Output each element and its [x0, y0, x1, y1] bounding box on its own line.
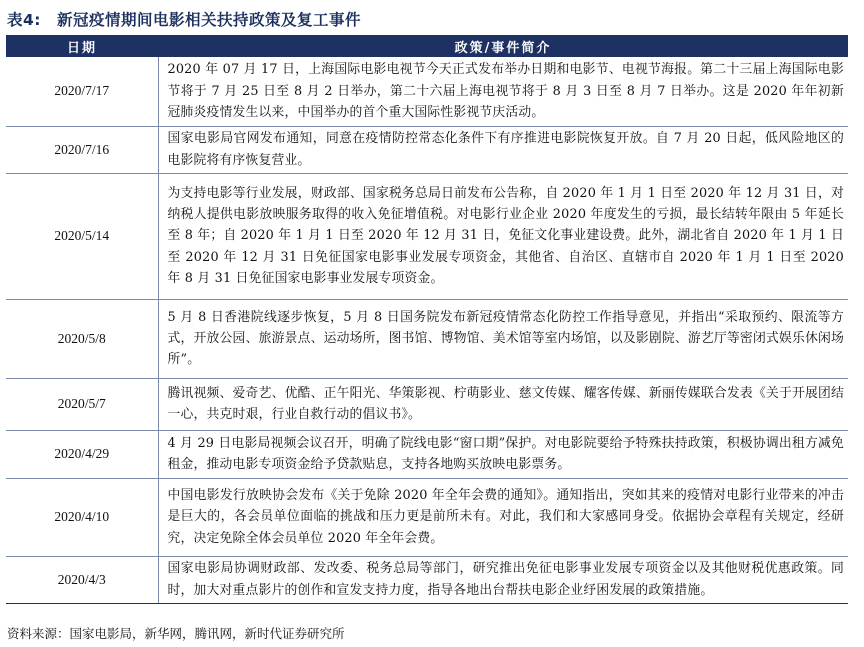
header-description: 政策/事件简介: [158, 35, 848, 57]
table-row: [6, 430, 848, 478]
source-note: 资料来源：国家电影局，新华网，腾讯网，新时代证券研究所: [7, 626, 345, 641]
row-description: 腾讯视频、爱奇艺、优酷、正午阳光、华策影视、柠萌影业、慈文传媒、耀客传媒、新丽传媒联合发表《关于开展团结一心，共克时艰，行业自救行动的倡议书》。: [158, 378, 848, 430]
table-row: [6, 126, 848, 173]
table-row: [6, 478, 848, 556]
table-title-text: 新冠疫情期间电影相关扶持政策及复工事件: [57, 11, 362, 29]
row-date: 2020/4/10: [6, 478, 158, 556]
table-row: [6, 378, 848, 430]
row-description: 为支持电影等行业发展，财政部、国家税务总局日前发布公告称，自 2020 年 1 月 1 日至 2020 年 12 月 31 日，对纳税人提供电影放映服务取得的收入免征增值税。对电影行业企业 2020 年度发生的亏损，最长结转年限由 5 年延长至 8 年；自 2020 年 1 月 1 日至 2020 年 12 月 31 日，免征文化事业建设费。此外，湖北省自 2020 年 1 月 1 日至 2020 年 12 月 31 日免征国家电影事业发展专项资金，其他省、自治区、直辖市自 2020 年 1 月 1 日至 2020 年 8 月 31 日免征国家电影事业发展专项资金。: [158, 173, 848, 299]
row-date: 2020/4/29: [6, 430, 158, 478]
table-row: [6, 556, 848, 603]
table-title: [7, 8, 857, 32]
table-number: 表4:: [7, 11, 41, 29]
policy-table: [6, 35, 848, 604]
header-date: 日期: [6, 35, 158, 57]
row-date: 2020/7/17: [6, 57, 158, 126]
row-description: 中国电影发行放映协会发布《关于免除 2020 年全年会费的通知》。通知指出，突如其来的疫情对电影行业带来的冲击是巨大的，各会员单位面临的挑战和压力更是前所未有。对此，我们和大家感同身受。依据协会章程有关规定，经研究，决定免除全体会员单位 2020 年全年会费。: [158, 478, 848, 556]
row-date: 2020/5/7: [6, 378, 158, 430]
row-date: 2020/5/8: [6, 299, 158, 378]
row-description: 5 月 8 日香港院线逐步恢复，5 月 8 日国务院发布新冠疫情常态化防控工作指导意见，并指出“采取预约、限流等方式，开放公园、旅游景点、运动场所，图书馆、博物馆、美术馆等室内场馆，以及影剧院、游艺厅等密闭式娱乐休闲场所”。: [158, 299, 848, 378]
table-row: [6, 299, 848, 378]
row-date: 2020/7/16: [6, 126, 158, 173]
row-description: 2020 年 07 月 17 日，上海国际电影电视节今天正式发布举办日期和电影节、电视节海报。第二十三届上海国际电影节将于 7 月 25 日至 8 月 2 日举办，第二十六届上海电视节将于 8 月 3 日至 8 月 7 日举办。这是 2020 年年初新冠肺炎疫情发生以来，中国举办的首个重大国际性影视节庆活动。: [158, 57, 848, 126]
row-description: 国家电影局官网发布通知，同意在疫情防控常态化条件下有序推进电影院恢复开放。自 7 月 20 日起，低风险地区的电影院将有序恢复营业。: [158, 126, 848, 173]
row-description: 4 月 29 日电影局视频会议召开，明确了院线电影“窗口期”保护。对电影院要给予特殊扶持政策，积极协调出租方减免租金，推动电影专项资金给予贷款贴息，支持各地购买放映电影票务。: [158, 430, 848, 478]
table-header-row: [6, 35, 848, 57]
table-row: [6, 57, 848, 126]
table-row: [6, 173, 848, 299]
row-description: 国家电影局协调财政部、发改委、税务总局等部门，研究推出免征电影事业发展专项资金以及其他财税优惠政策。同时，加大对重点影片的创作和宣发支持力度，指导各地出台帮扶电影企业纾困发展的政策措施。: [158, 556, 848, 603]
row-date: 2020/4/3: [6, 556, 158, 603]
row-date: 2020/5/14: [6, 173, 158, 299]
